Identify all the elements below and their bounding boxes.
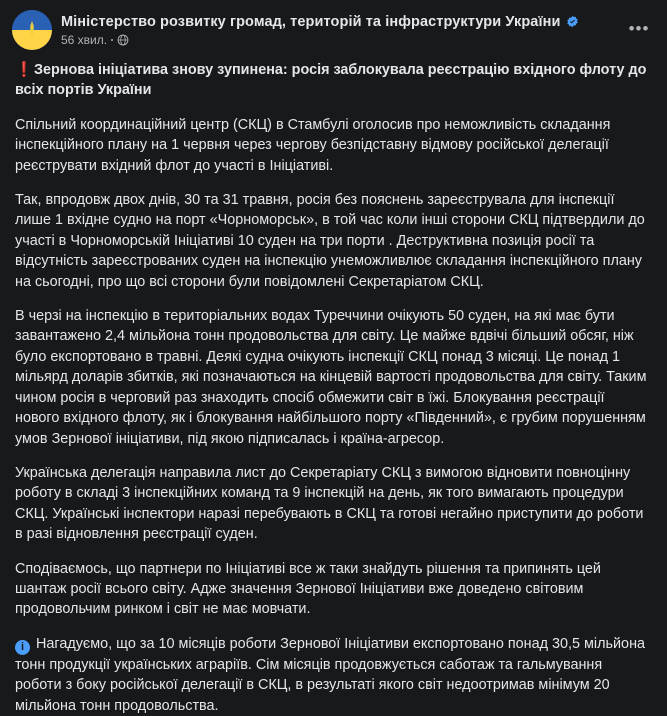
globe-icon	[117, 34, 129, 46]
verified-badge-icon	[566, 15, 579, 28]
post-body	[12, 60, 655, 716]
post-paragraph-1: Спільний координаційний центр (СКЦ) в Стамбулі оголосив про неможливість складання інспекційного плану на 1 червня через чергову безпідставну відмову російської делегації реєструвати вхідний флот до участі в Ініціативі.	[15, 116, 611, 174]
warning-emoji-icon: ❗	[15, 62, 33, 78]
info-emoji-icon: i	[15, 640, 30, 655]
post-paragraph-6	[15, 634, 652, 716]
page-name-row	[61, 13, 579, 31]
post-paragraph-4: Українська делегація направила лист до Секретаріату СКЦ з вимогою відновити повноцінну роботу в складі 3 інспекційних команд та 9 інспекцій на день, як того вимагають процедури СКЦ. Українські інспектори наразі перебувають в СКЦ та готові негайно приступити до роботи в разі відновлення реєстрації суден.	[15, 464, 644, 543]
post-meta	[61, 33, 579, 48]
post-paragraph-6-text: Нагадуємо, що за 10 місяців роботи Зернової Ініціативи експортовано понад 30,5 мільйона тонн продукції українських аграріїв. Сім місяців продовжується саботаж та гальмування роботи з боку російської делегації в СКЦ, в результаті якого світ недоотримав мінімум 20 мільйона тонн продовольства.	[15, 635, 646, 714]
post-paragraph-lead	[15, 60, 652, 101]
meta-separator-dot	[111, 39, 113, 41]
post-paragraph-lead-text: Зернова ініціатива знову зупинена: росія заблокувала реєстрацію вхідного флоту до всіх портів України	[15, 62, 647, 99]
post-more-options-button[interactable]: •••	[628, 18, 650, 38]
post-paragraph-3: В черзі на інспекцію в територіальних водах Туреччини очікують 50 суден, на які має бути завантажено 2,4 мільйона тонн продовольства для світу. Це майже вдвічі більший обсяг, ніж було експортовано в травні. Деякі судна очікують інспекції СКЦ понад 3 місяці. Це понад 1 мільярд доларів збитків, які позначаються на кінцевій вартості продовольства для світу. Таким чином росія в черговий раз знаходить спосіб обмежити світ в їжі. Блокування реєстрації нового вхідного флоту, як і блокування найбільшого порту «Південний», є грубим порушенням умов Зернової ініціативи, під якою підписалась і країна-агресор.	[15, 308, 647, 447]
post-paragraph-2: Так, впродовж двох днів, 30 та 31 травня, росія без пояснень зареєструвала для інспекції лише 1 вхідне судно на порт «Чорноморськ», в той час коли інші сторони СКЦ підтвердили до участі в Чорноморській Ініціативі 10 суден на три порти . Деструктивна позиція росії та відсутність зареєстрованих суден на інспекцію унеможливлює складання інспекційного плану на сьогодні, про що всі сторони були повідомлені Секретаріатом СКЦ.	[15, 192, 645, 290]
page-avatar[interactable]	[12, 10, 52, 50]
page-name[interactable]: Міністерство розвитку громад, територій та інфраструктури України	[61, 13, 561, 30]
post-timestamp[interactable]: 56 хвил.	[61, 32, 108, 47]
post-paragraph-5: Сподіваємось, що партнери по Ініціативі все ж таки знайдуть рішення та припинять цей шантаж росії всього світу. Адже значення Зернової Ініціативи вже доведено світовим продовольчим ринком і світ не має мовчати.	[15, 560, 601, 618]
post-header	[12, 10, 655, 50]
post-header-text	[61, 10, 579, 50]
